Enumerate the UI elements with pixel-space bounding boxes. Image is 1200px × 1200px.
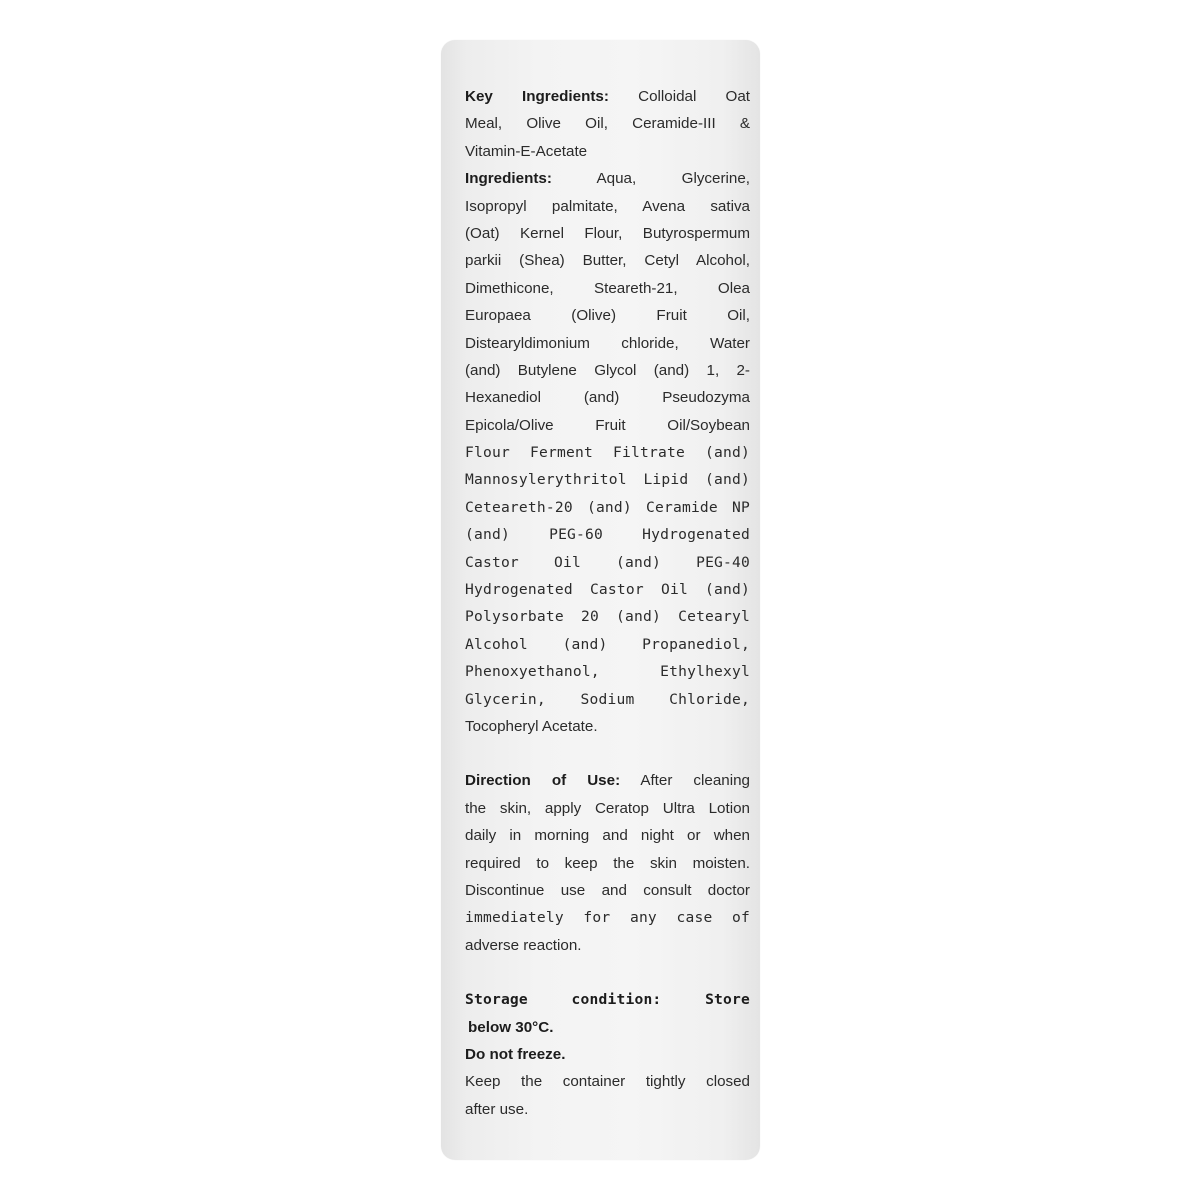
ingredients-line: Polysorbate 20 (and) Cetearyl <box>465 608 750 626</box>
key-ingredients-line: Vitamin-E-Acetate <box>465 142 588 160</box>
key-ingredients-text: Colloidal Oat <box>638 88 750 105</box>
ingredients-line: parkii (Shea) Butter, Cetyl Alcohol, <box>465 252 750 270</box>
storage-line: after use. <box>465 1100 529 1118</box>
key-ingredients-heading: Key Ingredients: <box>465 88 609 105</box>
ingredients-line: Tocopheryl Acetate. <box>465 717 598 735</box>
label-text <box>465 83 750 1123</box>
section-spacer <box>465 959 750 986</box>
storage-freeze-warning: Do not freeze. <box>465 1045 566 1063</box>
ingredients-line: Europaea (Olive) Fruit Oil, <box>465 307 750 325</box>
key-ingredients-section <box>465 83 750 165</box>
ingredients-line: (and) Butylene Glycol (and) 1, 2- <box>465 361 750 379</box>
storage-section <box>465 986 750 1123</box>
ingredients-line: Hexanediol (and) Pseudozyma <box>465 389 750 407</box>
ingredients-text: Aqua, Glycerine, <box>596 170 750 188</box>
storage-heading: Storage condition: Store <box>465 991 750 1009</box>
ingredients-line: Dimethicone, Steareth-21, Olea <box>465 279 750 297</box>
storage-line: Keep the container tightly closed <box>465 1073 750 1091</box>
key-ingredients-line-1 <box>465 83 750 110</box>
direction-heading: Direction of Use: <box>465 772 621 790</box>
ingredients-line: Phenoxyethanol, Ethylhexyl <box>465 663 750 681</box>
storage-temperature: below 30°C. <box>468 1018 554 1036</box>
direction-line: daily in morning and night or when <box>465 827 750 845</box>
ingredients-line: Alcohol (and) Propanediol, <box>465 635 750 653</box>
ingredients-line: Hydrogenated Castor Oil (and) <box>465 581 750 599</box>
ingredients-line: Mannosylerythritol Lipid (and) <box>465 471 750 489</box>
direction-line: adverse reaction. <box>465 936 582 954</box>
direction-section <box>465 767 750 959</box>
ingredients-line: Flour Ferment Filtrate (and) <box>465 444 750 462</box>
ingredients-line: Ceteareth-20 (and) Ceramide NP <box>465 498 750 516</box>
key-ingredients-line: Meal, Olive Oil, Ceramide-III & <box>465 115 750 133</box>
ingredients-heading: Ingredients: <box>465 170 552 188</box>
ingredients-line: Isopropyl palmitate, Avena sativa <box>465 197 750 215</box>
ingredients-line: (Oat) Kernel Flour, Butyrospermum <box>465 224 750 242</box>
direction-line: the skin, apply Ceratop Ultra Lotion <box>465 799 750 817</box>
ingredients-line: Glycerin, Sodium Chloride, <box>465 690 750 708</box>
ingredients-line-1 <box>465 165 750 192</box>
direction-line: immediately for any case of <box>465 909 750 927</box>
direction-line-1 <box>465 767 750 794</box>
ingredients-line: Castor Oil (and) PEG-40 <box>465 553 750 571</box>
ingredients-section <box>465 165 750 740</box>
ingredients-line: (and) PEG-60 Hydrogenated <box>465 526 750 544</box>
direction-line: required to keep the skin moisten. <box>465 854 750 872</box>
direction-line: Discontinue use and consult doctor <box>465 881 750 899</box>
section-spacer <box>465 740 750 767</box>
ingredients-line: Distearyldimonium chloride, Water <box>465 334 750 352</box>
direction-text: After cleaning <box>640 772 750 790</box>
ingredients-line: Epicola/Olive Fruit Oil/Soybean <box>465 416 750 434</box>
